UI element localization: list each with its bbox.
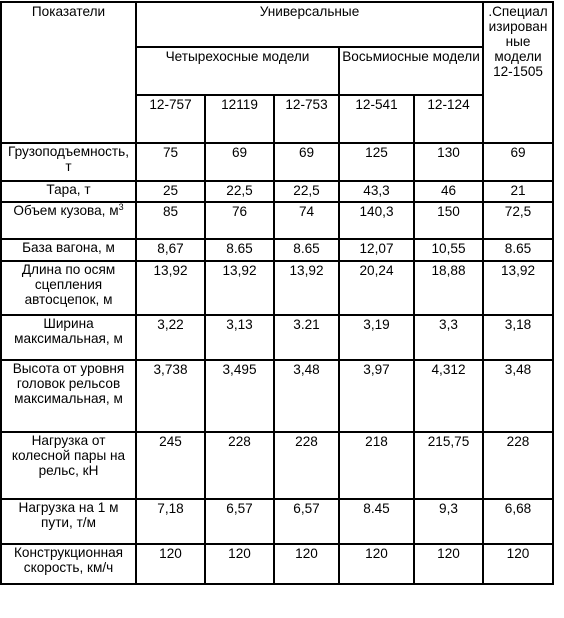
row-label-text: Объем кузова, м: [13, 203, 119, 218]
value-cell: 8.65: [483, 239, 553, 261]
row-label: Высота от уровня головок рельсов максимальная, м: [1, 360, 136, 432]
value-cell: 13,92: [136, 261, 205, 315]
row-label: Ширина максимальная, м: [1, 315, 136, 360]
value-cell: 8.65: [205, 239, 274, 261]
model-code: 12119: [205, 95, 274, 143]
value-cell: 3,18: [483, 315, 553, 360]
value-cell: 228: [274, 432, 339, 499]
value-cell: 72,5: [483, 202, 553, 239]
value-cell: 3,3: [414, 315, 483, 360]
value-cell: 46: [414, 181, 483, 202]
table-row: [1, 239, 553, 261]
row-label: Грузоподъемность, т: [1, 143, 136, 181]
table-row: [1, 181, 553, 202]
value-cell: 10,55: [414, 239, 483, 261]
value-cell: 76: [205, 202, 274, 239]
value-cell: 8.65: [274, 239, 339, 261]
value-cell: 12,07: [339, 239, 414, 261]
table-row: [1, 261, 553, 315]
model-code: 12-124: [414, 95, 483, 143]
header-four-axle: Четырехосные модели: [136, 47, 339, 95]
value-cell: 18,88: [414, 261, 483, 315]
value-cell: 69: [274, 143, 339, 181]
value-cell: 228: [205, 432, 274, 499]
value-cell: 74: [274, 202, 339, 239]
row-label: Конструкционная скорость, км/ч: [1, 544, 136, 584]
value-cell: 3,48: [483, 360, 553, 432]
value-cell: 3.21: [274, 315, 339, 360]
value-cell: 228: [483, 432, 553, 499]
value-cell: 22,5: [274, 181, 339, 202]
value-cell: 3,97: [339, 360, 414, 432]
table-row: [1, 143, 553, 181]
model-code: 12-757: [136, 95, 205, 143]
value-cell: 69: [205, 143, 274, 181]
value-cell: 13,92: [483, 261, 553, 315]
value-cell: 20,24: [339, 261, 414, 315]
value-cell: 3,48: [274, 360, 339, 432]
value-cell: 3,19: [339, 315, 414, 360]
header-indicators: Показатели: [1, 2, 136, 143]
value-cell: 120: [274, 544, 339, 584]
header-universal: Универсальные: [136, 2, 483, 47]
table-row: [1, 202, 553, 239]
value-cell: 85: [136, 202, 205, 239]
row-label: Нагрузка от колесной пары на рельс, кН: [1, 432, 136, 499]
value-cell: 21: [483, 181, 553, 202]
table-row: [1, 315, 553, 360]
value-cell: 43,3: [339, 181, 414, 202]
table-wrapper: [0, 1, 554, 585]
value-cell: 9,3: [414, 499, 483, 544]
value-cell: 8.45: [339, 499, 414, 544]
table-row: [1, 360, 553, 432]
table-row: [1, 499, 553, 544]
header-row-1: [1, 2, 553, 47]
row-label: База вагона, м: [1, 239, 136, 261]
value-cell: 3,738: [136, 360, 205, 432]
value-cell: 140,3: [339, 202, 414, 239]
value-cell: 13,92: [274, 261, 339, 315]
value-cell: 6,57: [205, 499, 274, 544]
row-label: Тара, т: [1, 181, 136, 202]
value-cell: 120: [483, 544, 553, 584]
value-cell: 4,312: [414, 360, 483, 432]
value-cell: 150: [414, 202, 483, 239]
value-cell: 120: [339, 544, 414, 584]
value-cell: 75: [136, 143, 205, 181]
value-cell: 120: [414, 544, 483, 584]
row-label: [1, 202, 136, 239]
row-label: Нагрузка на 1 м пути, т/м: [1, 499, 136, 544]
value-cell: 13,92: [205, 261, 274, 315]
value-cell: 25: [136, 181, 205, 202]
header-eight-axle: Восьмиосные модели: [339, 47, 483, 95]
row-label: Длина по осям сцепления автосцепок, м: [1, 261, 136, 315]
value-cell: 7,18: [136, 499, 205, 544]
value-cell: 3,13: [205, 315, 274, 360]
value-cell: 120: [136, 544, 205, 584]
model-code: 12-753: [274, 95, 339, 143]
value-cell: 218: [339, 432, 414, 499]
header-specialized: .Специализированные модели 12-1505: [483, 2, 553, 143]
value-cell: 6,68: [483, 499, 553, 544]
wagon-specs-table: [0, 1, 554, 585]
value-cell: 130: [414, 143, 483, 181]
value-cell: 22,5: [205, 181, 274, 202]
model-code: 12-541: [339, 95, 414, 143]
value-cell: 215,75: [414, 432, 483, 499]
value-cell: 6,57: [274, 499, 339, 544]
value-cell: 3,22: [136, 315, 205, 360]
table-row: [1, 544, 553, 584]
superscript: 3: [118, 202, 124, 212]
value-cell: 245: [136, 432, 205, 499]
value-cell: 3,495: [205, 360, 274, 432]
value-cell: 8,67: [136, 239, 205, 261]
value-cell: 69: [483, 143, 553, 181]
value-cell: 120: [205, 544, 274, 584]
table-row: [1, 432, 553, 499]
value-cell: 125: [339, 143, 414, 181]
